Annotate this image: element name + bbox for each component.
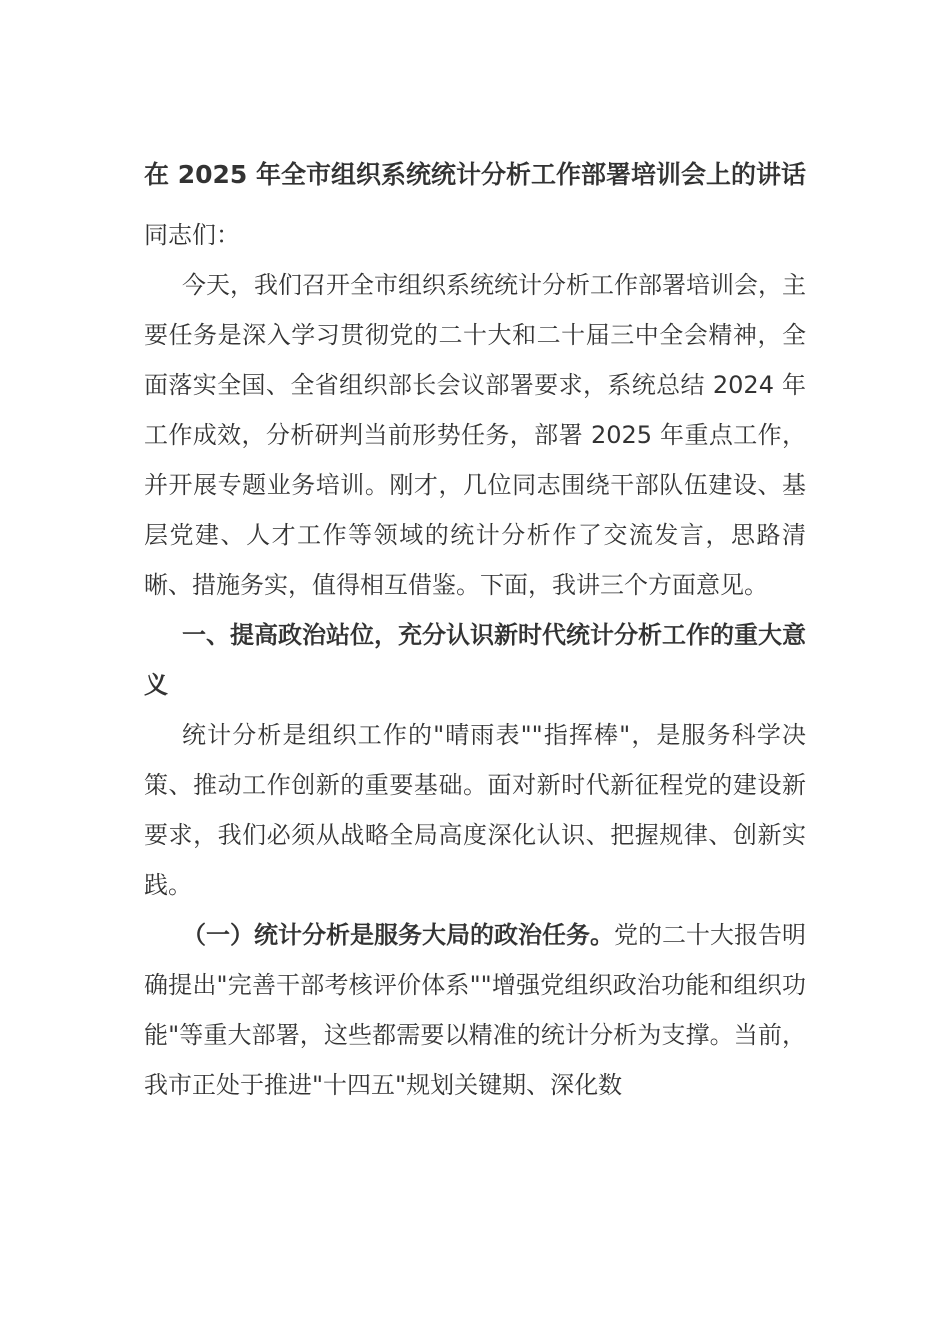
section-1-paragraph: 统计分析是组织工作的"晴雨表""指挥棒"，是服务科学决策、推动工作创新的重要基础。面对新时代新征程党的建设新要求，我们必须从战略全局高度深化认识、把握规律、创新实践。: [144, 721, 806, 899]
section-heading-1: 一、提高政治站位，充分认识新时代统计分析工作的重大意义: [144, 621, 806, 699]
opening-paragraph: 今天，我们召开全市组织系统统计分析工作部署培训会，主要任务是深入学习贯彻党的二十大和二十届三中全会精神，全面落实全国、全省组织部长会议部署要求，系统总结 2024 年工作成效，分析研判当前形势任务，部署 2025 年重点工作，并开展专题业务培训。刚才，几位同志围绕干部队伍建设、基层党建、人才工作等领域的统计分析作了交流发言，思路清晰、措施务实，值得相互借鉴。下面，我讲三个方面意见。: [144, 271, 806, 599]
salutation: 同志们：: [144, 221, 240, 249]
document-page: [144, 150, 806, 1110]
subsection-1-paragraph: [144, 910, 806, 1110]
document-title: 在 2025 年全市组织系统统计分析工作部署培训会上的讲话: [144, 160, 806, 189]
subsection-1-lead: （一）统计分析是服务大局的政治任务。: [182, 921, 614, 949]
subsection-1-text: 党的二十大报告明确提出"完善干部考核评价体系""增强党组织政治功能和组织功能"等重大部署，这些都需要以精准的统计分析为支撑。当前，我市正处于推进"十四五"规划关键期、深化数: [144, 921, 806, 1099]
